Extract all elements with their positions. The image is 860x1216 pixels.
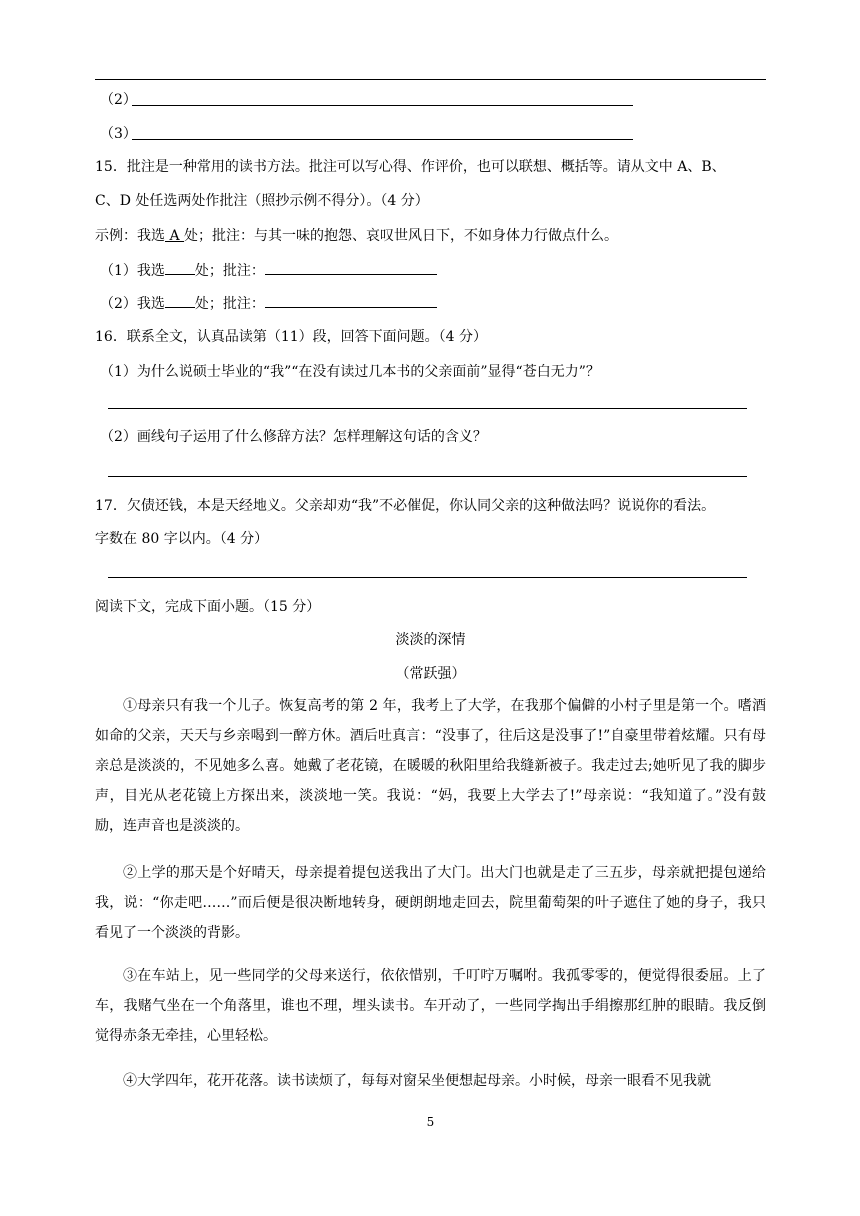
passage-paragraph-1: ①母亲只有我一个儿子。恢复高考的第 2 年，我考上了大学，在我那个偏僻的小村子里是第一个。嗜酒如命的父亲，天天与乡亲喝到一醉方休。酒后吐真言：“没事了，往后这是没事了!”自豪里带着炫耀。只有母亲总是淡淡的，不见她多么喜。她戴了老花镜，在暖暖的秋阳里给我缝新被子。我走过去;她听见了我的脚步声，目光从老花镜上方探出来，淡淡地一笑。我说：“妈，我要上大学去了!”母亲说：“我知道了。”没有鼓励，连声音也是淡淡的。 — [95, 698, 766, 834]
q17-text-line1: 17．欠债还钱，本是天经地义。父亲却劝“我”不必催促，你认同父亲的这种做法吗？说说你的看法。 — [95, 498, 716, 514]
passage-paragraph-3: ③在车站上，见一些同学的父母来送行，依依惜别，千叮咛万嘱咐。我孤零零的，便觉得很委屈。上了车，我赌气坐在一个角落里，谁也不理，埋头读书。车开动了，一些同学掏出手绢擦那红肿的眼睛。我反倒觉得赤条无牵挂，心里轻松。 — [95, 968, 766, 1044]
page-number: 5 — [426, 1115, 435, 1129]
q15-answer-1-annotation-blank[interactable] — [265, 260, 437, 275]
q15-answer-1-mid: 处；批注： — [194, 263, 265, 279]
q15-answer-1-prefix: （1）我选 — [100, 263, 165, 279]
q14-item-3-label: （3） — [100, 126, 137, 142]
passage-author: （常跃强） — [395, 666, 466, 682]
q14-item-3-blank[interactable] — [132, 139, 633, 140]
q14-item-2-label: （2） — [100, 92, 137, 108]
q16-title: 16．联系全文，认真品读第（11）段，回答下面问题。（4 分） — [95, 329, 487, 345]
q15-example-prefix: 示例：我选 — [95, 228, 165, 244]
q16-sub-question-2: （2）画线句子运用了什么修辞方法？怎样理解这句话的含义？ — [100, 429, 487, 445]
q14-item-2-blank[interactable] — [132, 105, 633, 106]
passage-paragraph-2: ②上学的那天是个好晴天，母亲提着提包送我出了大门。出大门也就是走了三五步，母亲就把提包递给我，说：“你走吧……”而后便是很决断地转身，硬朗朗地走回去，院里葡萄架的叶子遮住了她的身子，我只看见了一个淡淡的背影。 — [95, 865, 766, 941]
q17-text-line2: 字数在 80 字以内。（4 分） — [95, 531, 269, 547]
q15-answer-2-mid: 处；批注： — [194, 296, 265, 312]
q16-sub-question-1: （1）为什么说硕士毕业的“我”“在没有读过几本书的父亲面前”显得“苍白无力”？ — [100, 364, 600, 380]
q17-answer-line[interactable] — [108, 577, 747, 578]
passage-paragraph-4: ④大学四年，花开花落。读书读烦了，每每对窗呆坐便想起母亲。小时候，母亲一眼看不见我就 — [123, 1073, 711, 1089]
q15-answer-2-prefix: （2）我选 — [100, 296, 165, 312]
q15-answer-2 — [100, 293, 437, 314]
q15-text-line2: C、D 处任选两处作批注（照抄示例不得分）。（4 分） — [95, 193, 429, 209]
q15-answer-2-choice-blank[interactable] — [165, 293, 195, 308]
q15-text-line1: 15．批注是一种常用的读书方法。批注可以写心得、作评价，也可以联想、概括等。请从文中 A、B、 — [95, 159, 726, 175]
passage-title: 淡淡的深情 — [395, 632, 466, 648]
q15-answer-1-choice-blank[interactable] — [165, 260, 195, 275]
q15-example-choice: A — [165, 228, 185, 244]
header-rule — [95, 79, 766, 80]
reading-intro: 阅读下文，完成下面小题。（15 分） — [95, 599, 321, 615]
q15-example-annotation: 处；批注：与其一味的抱怨、哀叹世风日下，不如身体力行做点什么。 — [184, 228, 619, 244]
q16-answer-line-2[interactable] — [108, 476, 747, 477]
q15-answer-1 — [100, 260, 437, 281]
q15-answer-2-annotation-blank[interactable] — [265, 293, 437, 308]
q16-answer-line-1[interactable] — [108, 408, 747, 409]
q15-example — [95, 226, 618, 246]
